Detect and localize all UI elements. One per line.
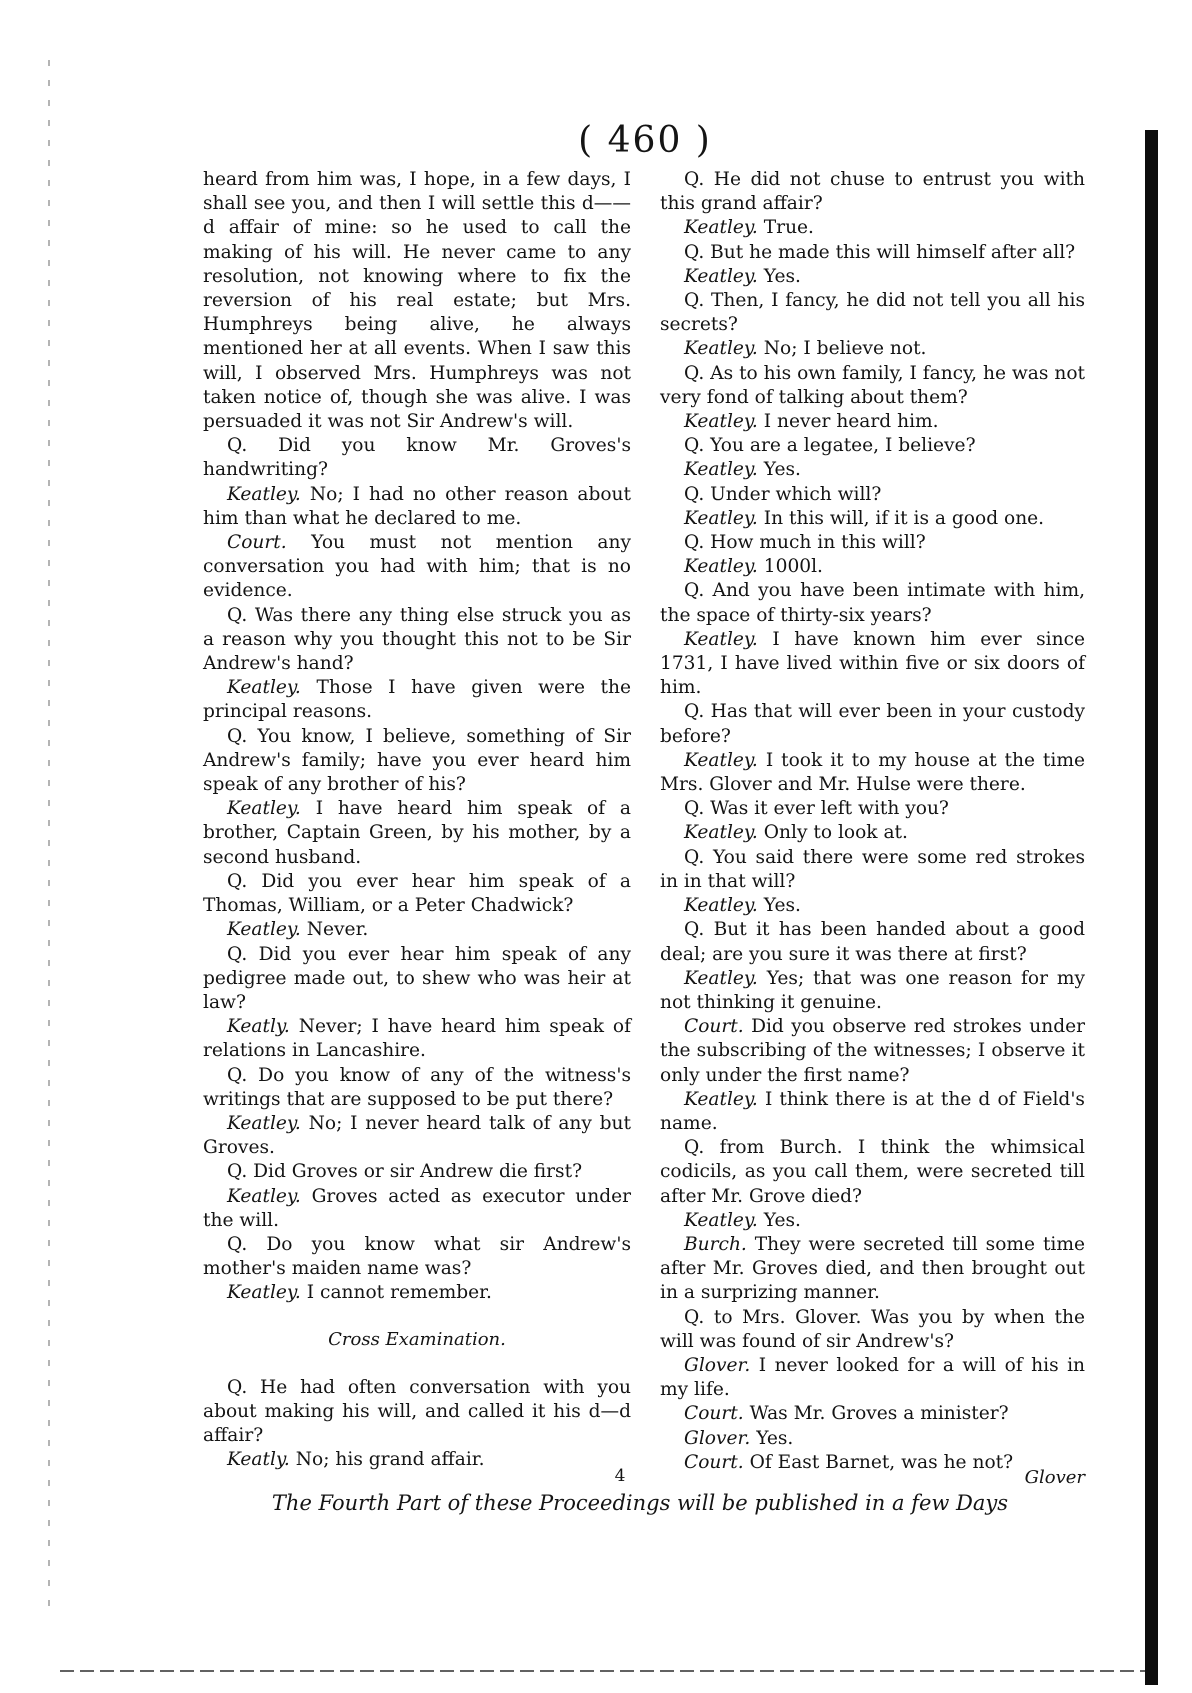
speaker-name: Glover. [684,1354,751,1376]
paragraph-text: I never heard him. [763,411,939,433]
testimony-answer [203,797,631,870]
testimony-answer [203,531,631,604]
testimony-answer [660,967,1085,1015]
testimony-answer [203,483,631,531]
section-heading: Cross Examination. [328,1328,506,1350]
speaker-name: Burch. [684,1233,747,1255]
paragraph-text: I took it to my house at the time Mrs. Glover and Mr. Hulse were there. [660,749,1085,796]
paragraph-text: Q. from Burch. I think the whimsical codicils, as you call them, were secreted till after Mr. Grove died? [660,1137,1085,1207]
testimony-answer [660,555,1085,579]
paragraph-text: In this will, if it is a good one. [763,507,1045,529]
paragraph-text: Q. Then, I fancy, he did not tell you all his secrets? [660,290,1085,336]
paragraph-text: Q. He had often conversation with you about making his will, and called it his d—d affair? [203,1376,631,1447]
paragraph-text: Yes. [763,265,801,287]
paragraph-text: I never looked for a will of his in my life. [660,1354,1086,1401]
paragraph-text: Groves acted as executor under the will. [203,1185,631,1231]
paragraph-text: I think there is at the d of Field's name. [660,1088,1085,1134]
testimony-paragraph [660,700,1085,748]
speaker-name: Keatley. [227,1185,301,1207]
testimony-answer [203,918,631,942]
testimony-paragraph [203,1160,631,1184]
paragraph-text: Q. Under which will? [684,483,882,505]
binding-edge [48,60,50,1620]
testimony-answer [660,1209,1085,1233]
testimony-answer [660,1015,1085,1088]
testimony-answer [660,1402,1085,1426]
paragraph-text: You must not mention any conversation you had with him; that is no evidence. [203,532,631,602]
testimony-answer [660,749,1085,797]
testimony-paragraph [203,870,631,918]
speaker-name: Keatley. [227,677,301,699]
paragraph-text: Yes. [763,459,801,481]
paragraph-text: Was Mr. Groves a minister? [749,1403,1009,1425]
testimony-paragraph [660,918,1085,966]
testimony-paragraph [203,434,631,482]
testimony-paragraph [660,483,1085,507]
left-column [203,168,631,1473]
paragraph-text: True. [763,217,814,239]
testimony-paragraph [660,289,1085,337]
testimony-answer [203,676,631,724]
paragraph-text: Q. Did you ever hear him speak of any pedigree made out, to shew who was heir at law? [203,943,631,1013]
paragraph-text: Yes. [763,895,801,917]
testimony-answer [660,216,1085,240]
testimony-paragraph [203,943,631,1016]
speaker-name: Keatly. [227,1016,290,1038]
testimony-paragraph [203,725,631,798]
paragraph-text: Q. As to his own family, I fancy, he was not very fond of talking about them? [660,362,1085,408]
testimony-paragraph [203,1064,631,1112]
testimony-answer [660,628,1085,701]
testimony-answer [660,1233,1085,1306]
paragraph-text: Q. Did you know Mr. Groves's handwriting? [203,435,631,481]
speaker-name: Keatley. [227,1112,301,1134]
testimony-paragraph [660,362,1085,410]
paragraph-text: Never; I have heard him speak of relations in Lancashire. [203,1016,631,1062]
speaker-name: Court. [684,1016,744,1038]
footer-notice: The Fourth Part of these Proceedings will be published in a few Days [271,1491,1009,1515]
paragraph-text: Of East Barnet, was he not? [749,1451,1014,1473]
paragraph-text: Only to look at. [763,822,908,844]
speaker-name: Keatley. [684,556,758,578]
speaker-name: Keatley. [227,483,301,505]
testimony-answer [203,1281,631,1305]
paragraph-text: No; I believe not. [763,338,927,360]
page-number: ( 460 ) [578,120,712,161]
testimony-paragraph [660,1306,1085,1354]
paragraph-text: Q. to Mrs. Glover. Was you by when the will was found of sir Andrew's? [660,1306,1085,1352]
paragraph-text: Q. Has that will ever been in your custody before? [660,701,1085,747]
paragraph-text: I have heard him speak of a brother, Captain Green, by his mother, by a second husband. [203,798,631,868]
testimony-answer [660,410,1085,434]
speaker-name: Keatley. [684,1088,758,1110]
scan-edge-bar [1145,130,1158,1685]
paragraph-text: Q. You know, I believe, something of Sir Andrew's family; have you ever heard him speak of any brother of his? [203,725,631,796]
paragraph-text: Q. Was there any thing else struck you as a reason why you thought this not to be Sir Andrew's hand? [203,604,631,675]
speaker-name: Keatley. [684,459,758,481]
paragraph-text: Q. Did you ever hear him speak of a Thomas, William, or a Peter Chadwick? [203,870,631,917]
speaker-name: Keatley. [684,411,758,433]
paragraph-text: Those I have given were the principal reasons. [203,677,631,723]
paragraph-text: Did you observe red strokes under the subscribing of the witnesses; I observe it only under the first name? [660,1016,1085,1086]
testimony-paragraph [660,579,1085,627]
paragraph-text: Yes. [756,1427,794,1449]
testimony-paragraph [203,168,631,434]
testimony-paragraph [660,1136,1085,1209]
testimony-paragraph [660,168,1085,216]
testimony-answer [203,1185,631,1233]
signature-mark: 4 [614,1466,626,1486]
speaker-name: Keatley. [684,967,758,989]
paragraph-text: Q. And you have been intimate with him, the space of thirty-six years? [660,580,1085,626]
testimony-answer [203,1448,631,1472]
testimony-answer [203,1112,631,1160]
testimony-answer [660,265,1085,289]
testimony-paragraph [203,1376,631,1449]
paragraph-text: Q. You said there were some red strokes in in that will? [660,846,1085,892]
testimony-paragraph [660,531,1085,555]
speaker-name: Keatly. [227,1449,290,1471]
testimony-paragraph [660,797,1085,821]
paragraph-text: No; I never heard talk of any but Groves. [203,1112,631,1159]
paragraph-text: I have known him ever since 1731, I have lived within five or six doors of him. [660,628,1085,699]
paragraph-text: No; I had no other reason about him than what he declared to me. [203,483,631,529]
speaker-name: Keatley. [684,1209,758,1231]
speaker-name: Keatley. [227,798,301,820]
paragraph-text: Q. How much in this will? [684,532,926,554]
catchword: Glover [1024,1467,1085,1488]
testimony-paragraph [660,846,1085,894]
paragraph-text: Yes; that was one reason for my not thinking it genuine. [660,967,1085,1013]
paragraph-text: Q. He did not chuse to entrust you with this grand affair? [660,169,1085,215]
testimony-paragraph [203,604,631,677]
speaker-name: Keatley. [684,822,758,844]
paragraph-text: They were secreted till some time after Mr. Groves died, and then brought out in a surprizing manner. [660,1233,1085,1304]
testimony-answer [660,1088,1085,1136]
speaker-name: Keatley. [684,338,758,360]
paragraph-text: Q. But it has been handed about a good deal; are you sure it was there at first? [660,919,1085,965]
speaker-name: Court. [227,532,287,554]
paragraph-text: Q. Do you know what sir Andrew's mother's maiden name was? [203,1233,631,1280]
speaker-name: Court. [684,1403,744,1425]
paragraph-text: 1000l. [763,556,823,578]
speaker-name: Keatley. [684,628,758,650]
paragraph-text: heard from him was, I hope, in a few days, I shall see you, and then I will settle this d——d affair of mine: so he used to call the making of his will. He never came to any resolution, not knowing where to fix the reversion of his real estate; but Mrs. Humphreys being alive, he always mentioned her at all events. When I saw this will, I observed Mrs. Humphreys was not taken notice of, though she was alive. I was persuaded it was not Sir Andrew's will. [203,169,631,433]
speaker-name: Glover. [684,1427,751,1449]
testimony-paragraph [660,434,1085,458]
speaker-name: Keatley. [684,217,758,239]
speaker-name: Keatley. [684,895,758,917]
speaker-name: Keatley. [227,1282,301,1304]
testimony-answer [203,1015,631,1063]
testimony-answer [660,1354,1085,1402]
paragraph-text: Q. You are a legatee, I believe? [684,435,976,457]
paragraph-text: Q. Did Groves or sir Andrew die first? [227,1161,583,1183]
testimony-answer [660,507,1085,531]
testimony-answer [660,458,1085,482]
paragraph-text: No; his grand affair. [295,1449,485,1471]
right-column [660,168,1085,1475]
testimony-answer [660,1427,1085,1451]
testimony-answer [660,337,1085,361]
paragraph-text: Q. Was it ever left with you? [684,798,949,820]
speaker-name: Keatley. [227,919,301,941]
testimony-paragraph [660,241,1085,265]
paragraph-text: Q. But he made this will himself after all? [684,241,1076,263]
speaker-name: Court. [684,1451,744,1473]
paragraph-text: Q. Do you know of any of the witness's writings that are supposed to be put there? [203,1064,631,1110]
bottom-edge [60,1670,1145,1672]
paragraph-text: I cannot remember. [306,1282,492,1304]
testimony-paragraph [203,1233,631,1281]
testimony-answer [660,894,1085,918]
speaker-name: Keatley. [684,265,758,287]
paragraph-text: Yes. [763,1209,801,1231]
speaker-name: Keatley. [684,749,758,771]
testimony-answer [660,821,1085,845]
speaker-name: Keatley. [684,507,758,529]
paragraph-text: Never. [306,919,369,941]
